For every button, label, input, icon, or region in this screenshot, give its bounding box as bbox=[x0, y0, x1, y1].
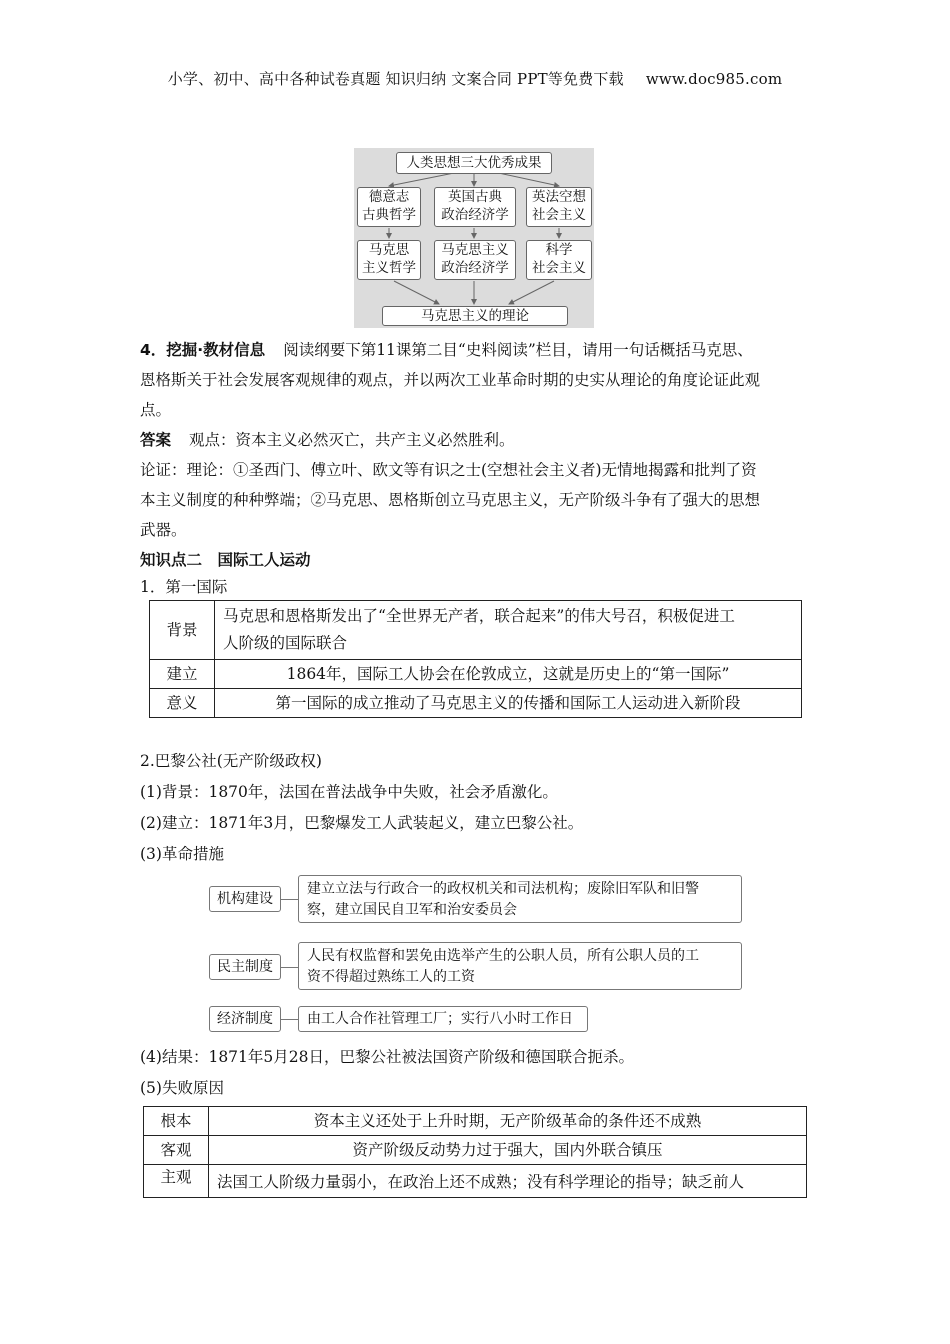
header-text: 小学、初中、高中各种试卷真题 知识归纳 文案合同 PPT等免费下载 bbox=[167, 70, 624, 88]
header-url[interactable]: www.doc985.com bbox=[645, 70, 783, 88]
flowchart-arrows bbox=[354, 148, 594, 328]
answer-arg3: 武器。 bbox=[140, 521, 187, 539]
connector-line bbox=[281, 899, 298, 900]
table-key: 建立 bbox=[150, 660, 215, 689]
measure-content bbox=[298, 942, 742, 990]
table-key: 主观 bbox=[144, 1165, 209, 1198]
table-value: 1864年，国际工人协会在伦敦成立，这就是历史上的“第一国际” bbox=[215, 660, 802, 689]
failure-reasons-table bbox=[143, 1106, 807, 1198]
arrow bbox=[509, 281, 554, 304]
question-line3: 点。 bbox=[140, 401, 172, 419]
table-value: 法国工人阶级力量弱小，在政治上还不成熟；没有科学理论的指导；缺乏前人 bbox=[209, 1165, 807, 1198]
table-value: 第一国际的成立推动了马克思主义的传播和国际工人运动进入新阶段 bbox=[215, 689, 802, 718]
measure-line: 资不得超过熟练工人的工资 bbox=[307, 969, 475, 985]
question-4 bbox=[140, 335, 808, 425]
answer-view: 观点：资本主义必然灭亡，共产主义必然胜利。 bbox=[189, 431, 515, 449]
flow-box-marxist-philosophy: 马克思 主义哲学 bbox=[357, 240, 421, 280]
answer-arg2: 本主义制度的种种弊端；②马克思、恩格斯创立马克思主义，无产阶级斗争有了强大的思想 bbox=[140, 491, 761, 509]
measure-line: 建立立法与行政合一的政权机关和司法机构；废除旧军队和旧警 bbox=[307, 881, 699, 897]
table-value: 资本主义还处于上升时期，无产阶级革命的条件还不成熟 bbox=[209, 1107, 807, 1136]
measure-content bbox=[298, 1006, 588, 1032]
flow-top-box: 人类思想三大优秀成果 bbox=[396, 152, 552, 174]
item-first-international: 1．第一国际 bbox=[140, 578, 228, 596]
answer-arg1: 论证：理论：①圣西门、傅立叶、欧文等有识之士(空想社会主义者)无情地揭露和批判了资 bbox=[140, 461, 757, 479]
table-row bbox=[144, 1107, 807, 1136]
connector-line bbox=[281, 1019, 298, 1020]
table-value: 资产阶级反动势力过于强大，国内外联合镇压 bbox=[209, 1136, 807, 1165]
answer-label: 答案 bbox=[140, 431, 172, 449]
item-paris-commune: 2.巴黎公社(无产阶级政权) bbox=[140, 752, 322, 770]
measure-line: 人民有权监督和罢免由选举产生的公职人员，所有公职人员的工 bbox=[307, 948, 699, 964]
commune-background: (1)背景：1870年，法国在普法战争中失败，社会矛盾激化。 bbox=[140, 783, 558, 801]
thought-flowchart bbox=[354, 148, 594, 328]
connector-line bbox=[281, 967, 298, 968]
table-value-line: 人阶级的国际联合 bbox=[223, 634, 348, 652]
question-title: 挖掘·教材信息 bbox=[166, 341, 266, 359]
measures-title: (3)革命措施 bbox=[140, 845, 224, 863]
measure-label: 机构建设 bbox=[209, 886, 281, 912]
table-key: 根本 bbox=[144, 1107, 209, 1136]
measure-line: 察，建立国民自卫军和治安委员会 bbox=[307, 902, 517, 918]
commune-result: (4)结果：1871年5月28日，巴黎公社被法国资产阶级和德国联合扼杀。 bbox=[140, 1048, 634, 1066]
question-line1: 阅读纲要下第11课第二目“史料阅读”栏目，请用一句话概括马克思、 bbox=[283, 341, 753, 359]
table-key: 客观 bbox=[144, 1136, 209, 1165]
table-key: 意义 bbox=[150, 689, 215, 718]
measure-line: 由工人合作社管理工厂；实行八小时工作日 bbox=[307, 1011, 573, 1027]
table-row bbox=[144, 1136, 807, 1165]
answer-block bbox=[140, 425, 808, 545]
measure-label: 民主制度 bbox=[209, 954, 281, 980]
arrow bbox=[494, 172, 559, 186]
question-number: 4． bbox=[140, 341, 167, 359]
table-row bbox=[150, 689, 802, 718]
flow-bottom-box: 马克思主义的理论 bbox=[382, 306, 568, 326]
first-international-table bbox=[149, 600, 802, 718]
table-row bbox=[150, 601, 802, 660]
page-header bbox=[0, 68, 950, 89]
section-title: 知识点二 国际工人运动 bbox=[140, 551, 311, 569]
flow-box-marxist-economics: 马克思主义 政治经济学 bbox=[434, 240, 516, 280]
table-row bbox=[144, 1165, 807, 1198]
measure-content bbox=[298, 875, 742, 923]
table-value-line: 马克思和恩格斯发出了“全世界无产者，联合起来”的伟大号召，积极促进工 bbox=[223, 607, 735, 625]
flow-box-utopian-socialism: 英法空想 社会主义 bbox=[526, 187, 592, 227]
failure-title: (5)失败原因 bbox=[140, 1079, 224, 1097]
table-key: 背景 bbox=[150, 601, 215, 660]
measure-label: 经济制度 bbox=[209, 1006, 281, 1032]
arrow bbox=[394, 281, 439, 304]
question-line2: 恩格斯关于社会发展客观规律的观点，并以两次工业革命时期的史实从理论的角度论证此观 bbox=[140, 371, 761, 389]
commune-establishment: (2)建立：1871年3月，巴黎爆发工人武装起义，建立巴黎公社。 bbox=[140, 814, 584, 832]
arrow bbox=[389, 172, 459, 186]
flow-box-british-economics: 英国古典 政治经济学 bbox=[434, 187, 516, 227]
table-row bbox=[150, 660, 802, 689]
flow-box-german-philosophy: 德意志 古典哲学 bbox=[357, 187, 421, 227]
flow-box-scientific-socialism: 科学 社会主义 bbox=[526, 240, 592, 280]
